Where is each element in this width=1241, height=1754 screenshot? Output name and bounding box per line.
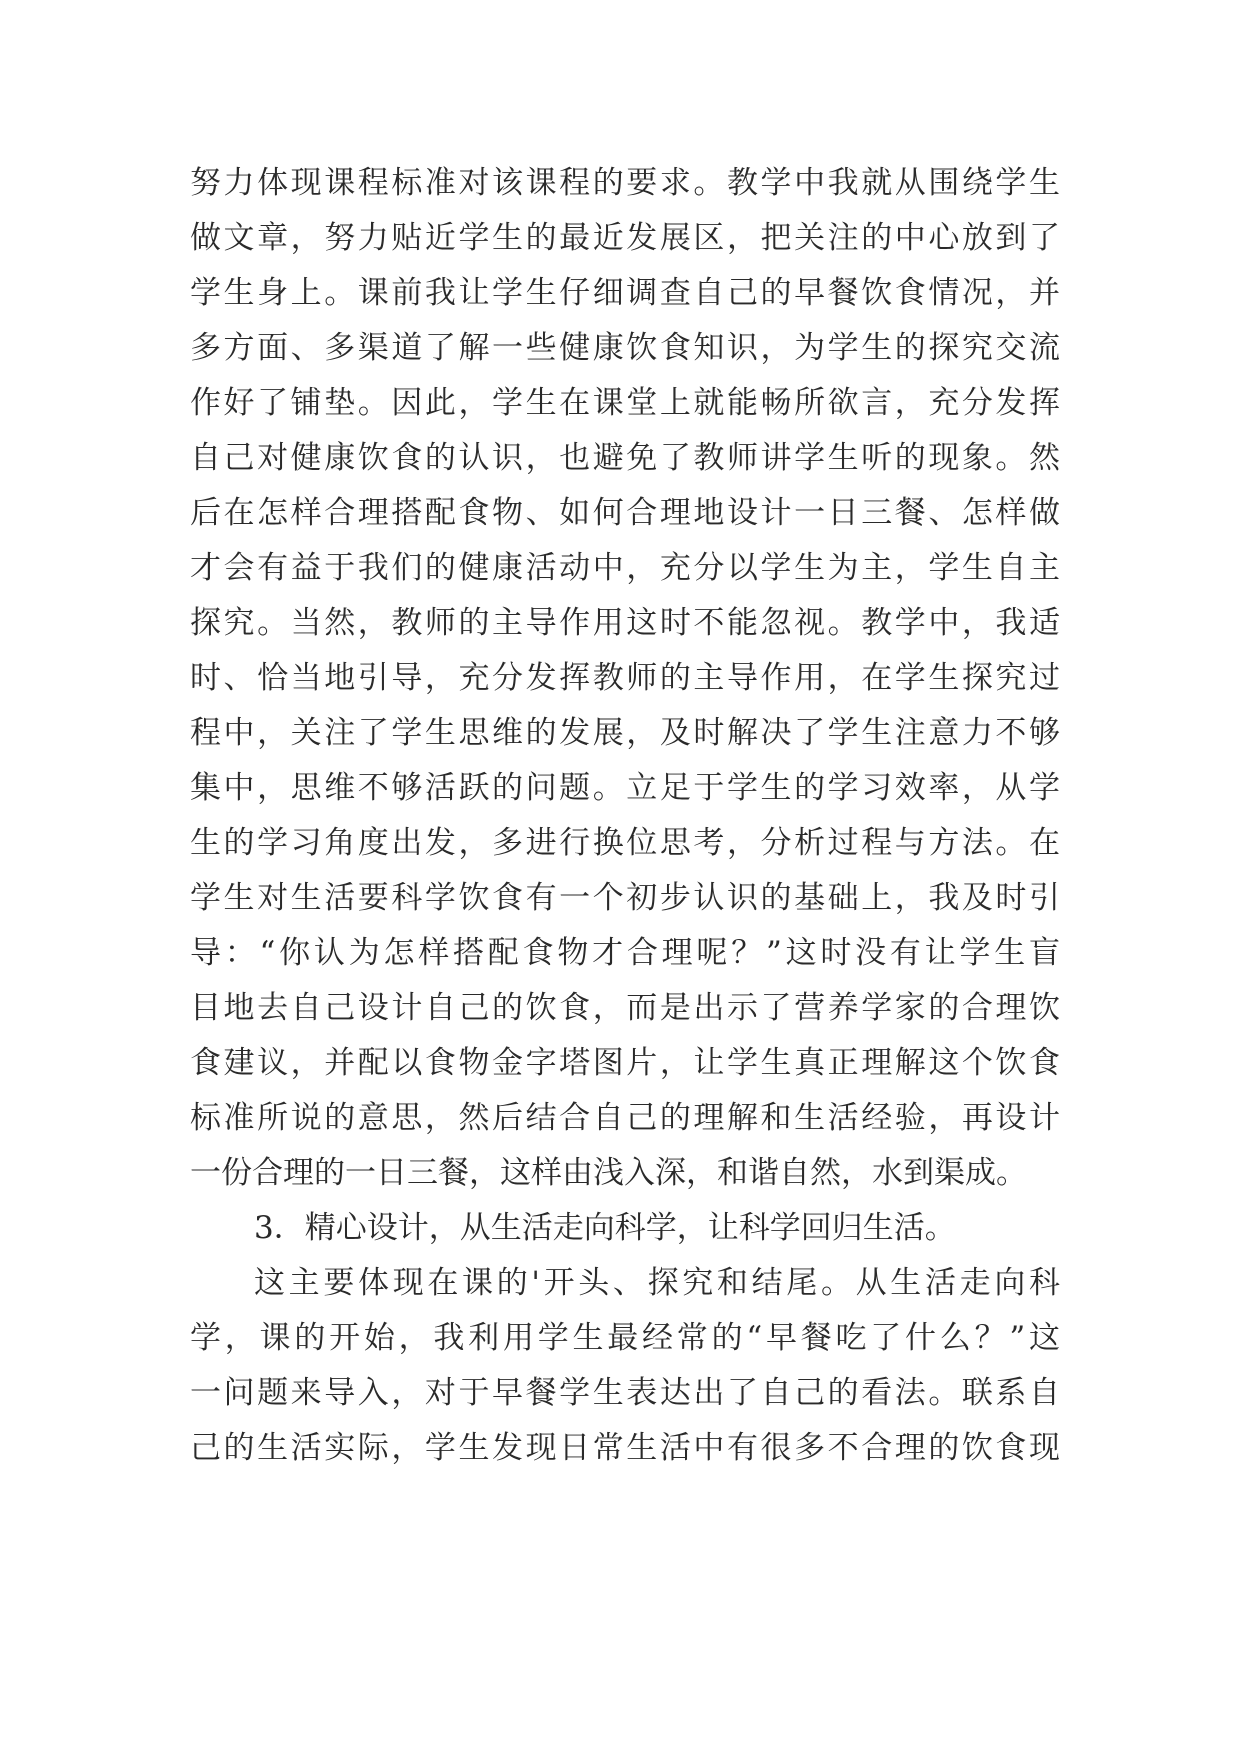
- text-line: 标准所说的意思，然后结合自己的理解和生活经验，再设计: [190, 1100, 1060, 1136]
- text-line: 生的学习角度出发，多进行换位思考，分析过程与方法。在: [190, 825, 1060, 861]
- text-line: 时、恰当地引导，充分发挥教师的主导作用，在学生探究过: [190, 660, 1060, 696]
- text-line: 学生身上。课前我让学生仔细调查自己的早餐饮食情况，并: [190, 275, 1060, 311]
- text-line: 程中，关注了学生思维的发展，及时解决了学生注意力不够: [190, 715, 1060, 751]
- text-line: 探究。当然，教师的主导作用这时不能忽视。教学中，我适: [190, 605, 1060, 641]
- body-text: [190, 156, 1060, 1476]
- text-line: 多方面、多渠道了解一些健康饮食知识，为学生的探究交流: [190, 330, 1060, 366]
- paragraph-first-line: 这主要体现在课的'开头、探究和结尾。从生活走向科: [254, 1265, 1060, 1301]
- text-line: 努力体现课程标准对该课程的要求。教学中我就从围绕学生: [190, 165, 1060, 201]
- text-line: 一问题来导入，对于早餐学生表达出了自己的看法。联系自: [190, 1375, 1060, 1411]
- text-line: 一份合理的一日三餐，这样由浅入深，和谐自然，水到渠成。: [190, 1155, 1027, 1191]
- text-line: 导：“你认为怎样搭配食物才合理呢？”这时没有让学生盲: [190, 935, 1060, 971]
- text-line: 作好了铺垫。因此，学生在课堂上就能畅所欲言，充分发挥: [190, 385, 1060, 421]
- text-line: 目地去自己设计自己的饮食，而是出示了营养学家的合理饮: [190, 990, 1060, 1026]
- text-line: 食建议，并配以食物金字塔图片，让学生真正理解这个饮食: [190, 1045, 1060, 1081]
- text-line: 后在怎样合理搭配食物、如何合理地设计一日三餐、怎样做: [190, 495, 1060, 531]
- text-line: 集中，思维不够活跃的问题。立足于学生的学习效率，从学: [190, 770, 1060, 806]
- section-heading: 3．精心设计，从生活走向科学，让科学回归生活。: [254, 1210, 956, 1246]
- text-line: 才会有益于我们的健康活动中，充分以学生为主，学生自主: [190, 550, 1060, 586]
- text-line: 己的生活实际，学生发现日常生活中有很多不合理的饮食现: [190, 1430, 1060, 1466]
- text-line: 学，课的开始，我利用学生最经常的“早餐吃了什么？”这: [190, 1320, 1060, 1356]
- text-line: 自己对健康饮食的认识，也避免了教师讲学生听的现象。然: [190, 440, 1060, 476]
- text-line: 做文章，努力贴近学生的最近发展区，把关注的中心放到了: [190, 220, 1060, 256]
- text-line: 学生对生活要科学饮食有一个初步认识的基础上，我及时引: [190, 880, 1060, 916]
